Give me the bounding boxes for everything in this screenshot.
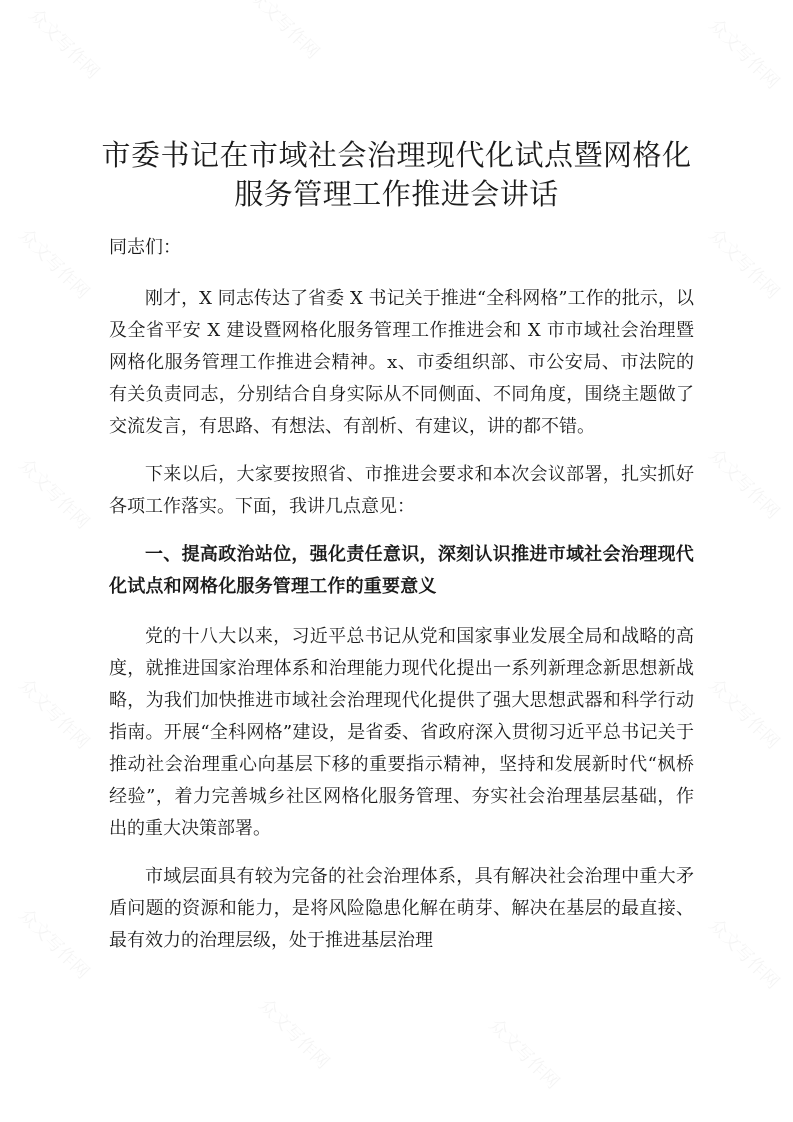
watermark-text — [254, 992, 336, 1074]
title-line-2: 服务管理工作推进会讲话 — [234, 177, 559, 211]
title-line-1: 市委书记在市域社会治理现代化试点暨网格化 — [101, 138, 692, 172]
greeting: 同志们： — [109, 237, 181, 258]
paragraph-4: 市域层面具有较为完备的社会治理体系，具有解决社会治理中重大矛盾问题的资源和能力，是将风险隐患化解在萌芽、解决在基层的最直接、最有效力的治理层级，处于推进基层治理 — [109, 866, 694, 951]
section-heading-1: 一、提高政治站位，强化责任意识，深刻认识推进市域社会治理现代化试点和网格化服务管理工作的重要意义 — [109, 544, 694, 597]
watermark-text — [14, 672, 96, 754]
paragraph-2: 下来以后，大家要按照省、市推进会要求和本次会议部署，扎实抓好各项工作落实。下面，我讲几点意见： — [109, 464, 694, 517]
paragraph-1: 刚才，X 同志传达了省委 X 书记关于推进“全科网格”工作的批示，以及全省平安 X 建设暨网格化服务管理工作推进会和 X 市市域社会治理暨网格化服务管理工作推进会精神。x、市委组织部、市公安局、市法院的有关负责同志，分别结合自身实际从不同侧面、不同角度，围绕主题做了交流发言，有思路、有想法、有剖析、有建议，讲的都不错。 — [109, 288, 694, 437]
watermark-text — [704, 222, 786, 304]
watermark-text — [24, 2, 106, 84]
watermark-text — [14, 222, 96, 304]
watermark-text — [704, 442, 786, 524]
watermark-text — [704, 672, 786, 754]
watermark-text — [14, 902, 96, 984]
watermark-text — [704, 12, 786, 94]
paragraph-3: 党的十八大以来，习近平总书记从党和国家事业发展全局和战略的高度，就推进国家治理体系和治理能力现代化提出一系列新理念新思想新战略，为我们加快推进市域社会治理现代化提供了强大思想武器和科学行动指南。开展“全科网格”建设，是省委、省政府深入贯彻习近平总书记关于推动社会治理重心向基层下移的重要指示精神，坚持和发展新时代“枫桥经验”，着力完善城乡社区网格化服务管理、夯实社会治理基层基础，作出的重大决策部署。 — [109, 626, 694, 839]
document-body — [109, 232, 694, 973]
watermark-text — [704, 912, 786, 994]
watermark-text — [14, 452, 96, 534]
watermark-text — [484, 1012, 566, 1094]
watermark-text — [244, 0, 326, 64]
document-title — [100, 136, 693, 214]
